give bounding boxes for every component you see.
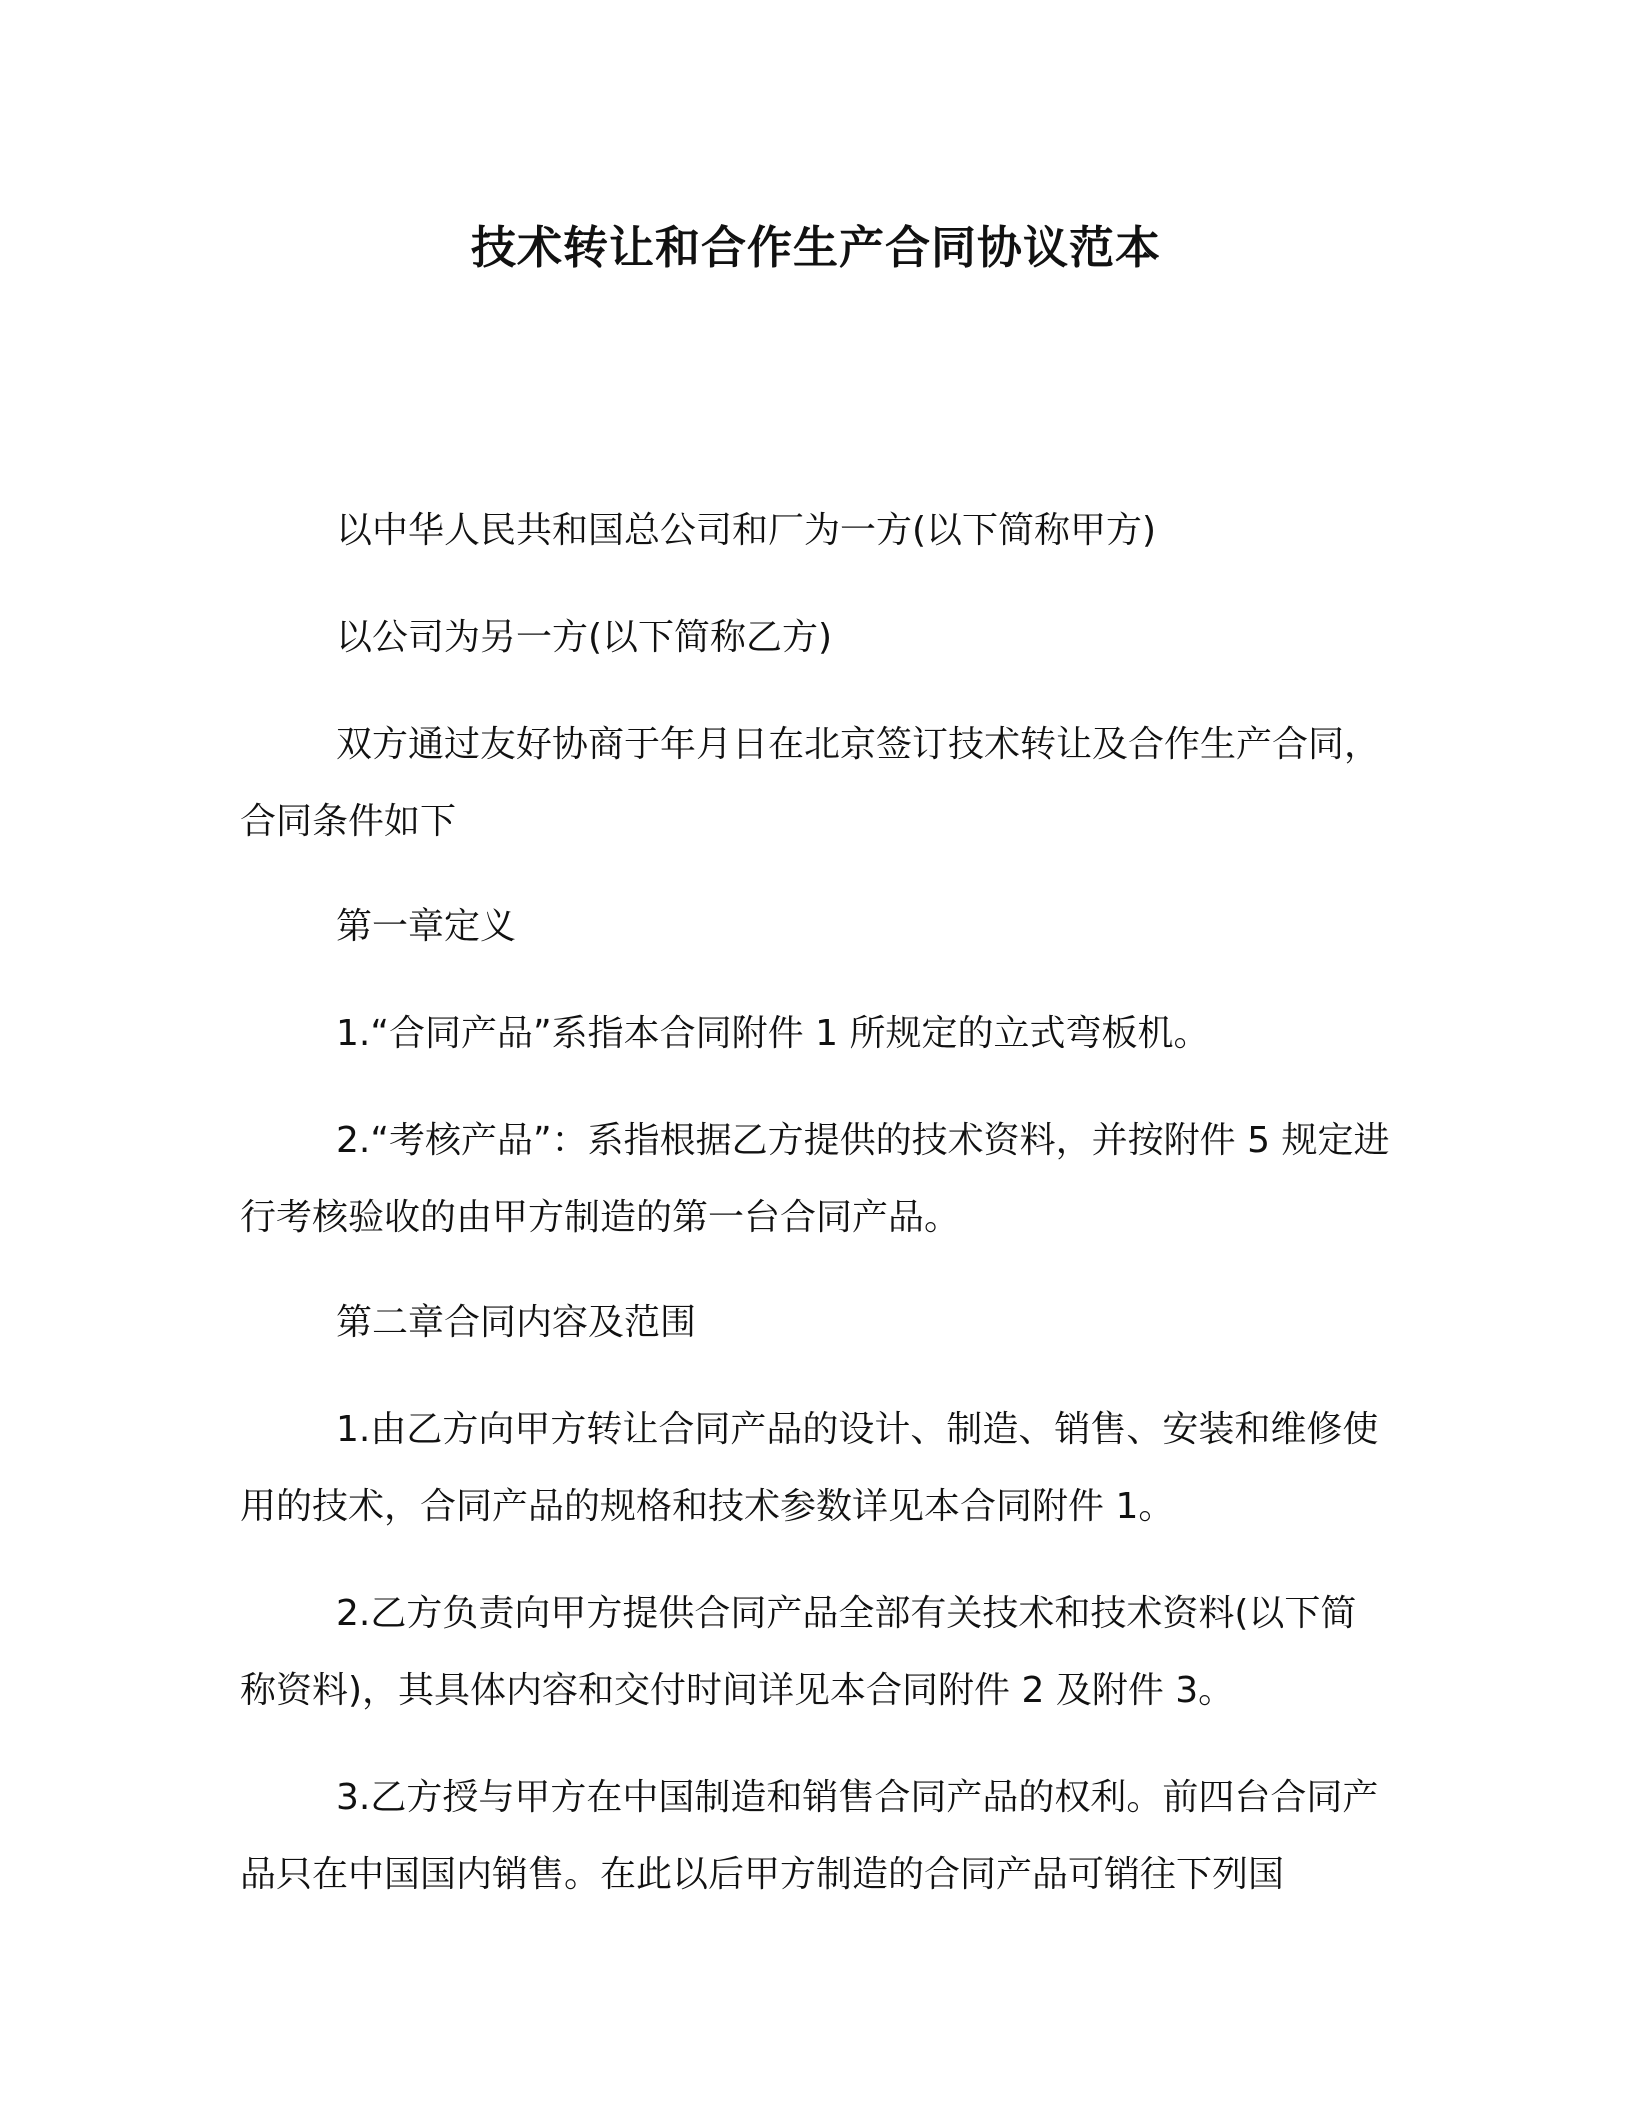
document-body bbox=[240, 492, 1390, 1913]
paragraph-scope-2: 2.乙方负责向甲方提供合同产品全部有关技术和技术资料(以下简称资料)，其具体内容和交付时间详见本合同附件 2 及附件 3。 bbox=[240, 1593, 1357, 1711]
paragraph-definition-2: 2.“考核产品”：系指根据乙方提供的技术资料，并按附件 5 规定进行考核验收的由甲方制造的第一台合同产品。 bbox=[240, 1120, 1390, 1238]
chapter-heading-scope: 第二章合同内容及范围 bbox=[336, 1302, 697, 1343]
paragraph-scope-1: 1.由乙方向甲方转让合同产品的设计、制造、销售、安装和维修使用的技术，合同产品的规格和技术参数详见本合同附件 1。 bbox=[240, 1409, 1379, 1527]
paragraph-scope-3: 3.乙方授与甲方在中国制造和销售合同产品的权利。前四台合同产品只在中国国内销售。在此以后甲方制造的合同产品可销往下列国 bbox=[240, 1777, 1379, 1895]
paragraph-agreement-intro: 双方通过友好协商于年月日在北京签订技术转让及合作生产合同，合同条件如下 bbox=[240, 724, 1381, 842]
chapter-heading-definitions: 第一章定义 bbox=[336, 906, 517, 947]
paragraph-party-b: 以公司为另一方(以下简称乙方) bbox=[336, 617, 833, 658]
paragraph-party-a: 以中华人民共和国总公司和厂为一方(以下简称甲方) bbox=[336, 510, 1157, 551]
paragraph-definition-1: 1.“合同产品”系指本合同附件 1 所规定的立式弯板机。 bbox=[336, 1013, 1210, 1054]
document-title: 技术转让和合作生产合同协议范本 bbox=[470, 221, 1161, 274]
